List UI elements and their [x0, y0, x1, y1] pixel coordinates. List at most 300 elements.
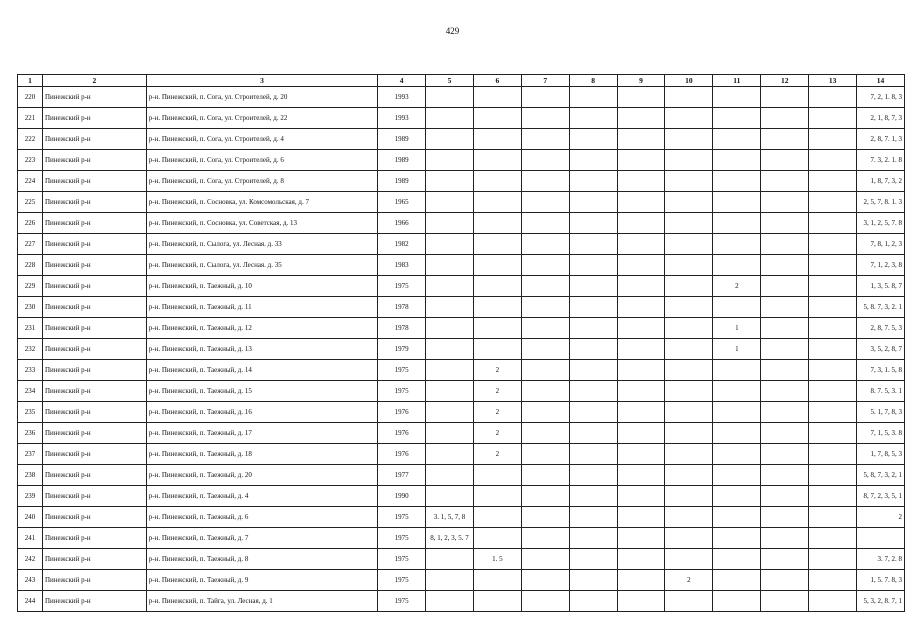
col-13-cell [809, 465, 857, 486]
col-8-cell [569, 171, 617, 192]
row-number-cell: 229 [18, 276, 43, 297]
year-cell: 1983 [378, 255, 426, 276]
district-cell: Пинежский р-н [42, 549, 146, 570]
table-row [18, 87, 905, 108]
col-6-cell [473, 108, 521, 129]
col-11-cell [713, 423, 761, 444]
col-11-cell: 1 [713, 339, 761, 360]
col-10-cell [665, 444, 713, 465]
col-7-cell [521, 213, 569, 234]
col-13-cell [809, 297, 857, 318]
col-14-cell: 8, 7, 2, 3, 5, 1 [857, 486, 905, 507]
col-8-cell [569, 591, 617, 612]
col-12-cell [761, 129, 809, 150]
col-7-cell [521, 360, 569, 381]
district-cell: Пинежский р-н [42, 591, 146, 612]
col-13-cell [809, 318, 857, 339]
col-14-cell: 7, 3, 1. 5, 8 [857, 360, 905, 381]
col-11-cell: 2 [713, 276, 761, 297]
year-cell: 1989 [378, 171, 426, 192]
col-6-cell: 1. 5 [473, 549, 521, 570]
col-9-cell [617, 402, 665, 423]
year-cell: 1993 [378, 108, 426, 129]
row-number-cell: 227 [18, 234, 43, 255]
col-9-cell [617, 171, 665, 192]
col-12-cell [761, 150, 809, 171]
col-12-cell [761, 276, 809, 297]
col-11-cell [713, 255, 761, 276]
col-10-cell [665, 234, 713, 255]
column-header-10: 10 [665, 75, 713, 87]
column-header-14: 14 [857, 75, 905, 87]
col-10-cell [665, 381, 713, 402]
col-12-cell [761, 297, 809, 318]
col-10-cell [665, 87, 713, 108]
col-6-cell [473, 570, 521, 591]
col-11-cell [713, 381, 761, 402]
col-11-cell [713, 570, 761, 591]
col-13-cell [809, 171, 857, 192]
col-8-cell [569, 444, 617, 465]
district-cell: Пинежский р-н [42, 465, 146, 486]
col-6-cell [473, 276, 521, 297]
col-9-cell [617, 129, 665, 150]
col-9-cell [617, 528, 665, 549]
district-cell: Пинежский р-н [42, 276, 146, 297]
table-row [18, 276, 905, 297]
col-8-cell [569, 423, 617, 444]
address-cell: р-н. Пинежский, п. Сосновка, ул. Комсомольская, д. 7 [146, 192, 377, 213]
col-12-cell [761, 318, 809, 339]
col-7-cell [521, 318, 569, 339]
col-10-cell [665, 276, 713, 297]
column-header-12: 12 [761, 75, 809, 87]
year-cell: 1965 [378, 192, 426, 213]
col-6-cell [473, 486, 521, 507]
year-cell: 1976 [378, 402, 426, 423]
row-number-cell: 221 [18, 108, 43, 129]
col-9-cell [617, 549, 665, 570]
col-10-cell [665, 129, 713, 150]
district-cell: Пинежский р-н [42, 444, 146, 465]
col-8-cell [569, 549, 617, 570]
year-cell: 1989 [378, 150, 426, 171]
col-9-cell [617, 486, 665, 507]
column-header-7: 7 [521, 75, 569, 87]
col-13-cell [809, 87, 857, 108]
col-13-cell [809, 192, 857, 213]
table-row [18, 360, 905, 381]
col-14-cell: 2, 1, 8, 7, 3 [857, 108, 905, 129]
row-number-cell: 224 [18, 171, 43, 192]
year-cell: 1976 [378, 423, 426, 444]
row-number-cell: 231 [18, 318, 43, 339]
col-10-cell [665, 465, 713, 486]
col-14-cell: 1, 7, 8, 5, 3 [857, 444, 905, 465]
year-cell: 1975 [378, 528, 426, 549]
year-cell: 1975 [378, 360, 426, 381]
address-cell: р-н. Пинежский, п. Таежный, д. 17 [146, 423, 377, 444]
table-row [18, 591, 905, 612]
col-10-cell [665, 549, 713, 570]
col-7-cell [521, 108, 569, 129]
col-5-cell [426, 171, 474, 192]
col-9-cell [617, 234, 665, 255]
col-5-cell: 3. 1, 5, 7, 8 [426, 507, 474, 528]
col-5-cell [426, 549, 474, 570]
col-12-cell [761, 381, 809, 402]
col-7-cell [521, 570, 569, 591]
col-6-cell: 2 [473, 423, 521, 444]
col-5-cell [426, 402, 474, 423]
col-12-cell [761, 402, 809, 423]
col-6-cell [473, 591, 521, 612]
col-11-cell [713, 444, 761, 465]
row-number-cell: 244 [18, 591, 43, 612]
col-8-cell [569, 486, 617, 507]
table-header [18, 75, 905, 87]
col-6-cell [473, 318, 521, 339]
col-5-cell: 8, 1, 2, 3, 5. 7 [426, 528, 474, 549]
col-8-cell [569, 276, 617, 297]
col-7-cell [521, 486, 569, 507]
address-cell: р-н. Пинежский, п. Таежный, д. 14 [146, 360, 377, 381]
year-cell: 1989 [378, 129, 426, 150]
col-9-cell [617, 318, 665, 339]
col-5-cell [426, 591, 474, 612]
column-header-11: 11 [713, 75, 761, 87]
col-8-cell [569, 381, 617, 402]
table-row [18, 150, 905, 171]
col-11-cell [713, 150, 761, 171]
col-10-cell [665, 192, 713, 213]
row-number-cell: 230 [18, 297, 43, 318]
address-cell: р-н. Пинежский, п. Сосновка, ул. Советская, д. 13 [146, 213, 377, 234]
col-8-cell [569, 297, 617, 318]
district-cell: Пинежский р-н [42, 318, 146, 339]
column-header-9: 9 [617, 75, 665, 87]
col-8-cell [569, 150, 617, 171]
col-7-cell [521, 150, 569, 171]
col-8-cell [569, 465, 617, 486]
district-cell: Пинежский р-н [42, 150, 146, 171]
col-6-cell: 2 [473, 381, 521, 402]
table-row [18, 402, 905, 423]
col-11-cell [713, 108, 761, 129]
address-cell: р-н. Пинежский, п. Таежный, д. 20 [146, 465, 377, 486]
page-number: 429 [445, 26, 460, 36]
col-14-cell: 2, 8, 7. 1, 3 [857, 129, 905, 150]
col-12-cell [761, 360, 809, 381]
address-cell: р-н. Пинежский, п. Таежный, д. 12 [146, 318, 377, 339]
col-6-cell [473, 87, 521, 108]
col-6-cell [473, 339, 521, 360]
col-12-cell [761, 486, 809, 507]
col-8-cell [569, 360, 617, 381]
col-14-cell: 3. 7, 2. 8 [857, 549, 905, 570]
col-10-cell: 2 [665, 570, 713, 591]
col-12-cell [761, 591, 809, 612]
col-10-cell [665, 171, 713, 192]
row-number-cell: 240 [18, 507, 43, 528]
column-header-6: 6 [473, 75, 521, 87]
col-14-cell: 7, 1, 5, 3. 8 [857, 423, 905, 444]
col-10-cell [665, 423, 713, 444]
col-8-cell [569, 507, 617, 528]
row-number-cell: 232 [18, 339, 43, 360]
col-7-cell [521, 402, 569, 423]
col-11-cell [713, 192, 761, 213]
year-cell: 1975 [378, 591, 426, 612]
row-number-cell: 226 [18, 213, 43, 234]
table-row [18, 444, 905, 465]
district-cell: Пинежский р-н [42, 234, 146, 255]
col-6-cell [473, 528, 521, 549]
col-12-cell [761, 339, 809, 360]
district-cell: Пинежский р-н [42, 87, 146, 108]
col-10-cell [665, 150, 713, 171]
district-cell: Пинежский р-н [42, 255, 146, 276]
col-8-cell [569, 108, 617, 129]
year-cell: 1979 [378, 339, 426, 360]
col-9-cell [617, 465, 665, 486]
column-header-1: 1 [18, 75, 43, 87]
col-8-cell [569, 339, 617, 360]
table-row [18, 486, 905, 507]
col-7-cell [521, 171, 569, 192]
col-9-cell [617, 423, 665, 444]
row-number-cell: 228 [18, 255, 43, 276]
year-cell: 1976 [378, 444, 426, 465]
col-9-cell [617, 276, 665, 297]
year-cell: 1993 [378, 87, 426, 108]
col-12-cell [761, 234, 809, 255]
col-11-cell [713, 528, 761, 549]
col-10-cell [665, 213, 713, 234]
col-6-cell [473, 129, 521, 150]
col-6-cell [473, 234, 521, 255]
district-cell: Пинежский р-н [42, 570, 146, 591]
col-14-cell: 5, 8, 7, 3, 2, 1 [857, 465, 905, 486]
col-10-cell [665, 108, 713, 129]
col-5-cell [426, 423, 474, 444]
table-row [18, 192, 905, 213]
table-body [18, 87, 905, 612]
col-6-cell [473, 255, 521, 276]
col-9-cell [617, 108, 665, 129]
col-5-cell [426, 360, 474, 381]
col-14-cell: 1, 8, 7, 3, 2 [857, 171, 905, 192]
col-13-cell [809, 381, 857, 402]
col-14-cell: 2 [857, 507, 905, 528]
col-7-cell [521, 339, 569, 360]
col-12-cell [761, 192, 809, 213]
col-11-cell [713, 234, 761, 255]
col-11-cell [713, 402, 761, 423]
col-13-cell [809, 108, 857, 129]
col-13-cell [809, 129, 857, 150]
row-number-cell: 234 [18, 381, 43, 402]
col-13-cell [809, 255, 857, 276]
col-14-cell: 2, 5, 7, 8. 1. 3 [857, 192, 905, 213]
col-9-cell [617, 255, 665, 276]
col-5-cell [426, 192, 474, 213]
col-13-cell [809, 423, 857, 444]
col-8-cell [569, 528, 617, 549]
row-number-cell: 220 [18, 87, 43, 108]
col-6-cell [473, 192, 521, 213]
col-8-cell [569, 402, 617, 423]
col-7-cell [521, 444, 569, 465]
address-cell: р-н. Пинежский, п. Сога, ул. Строителей, д. 4 [146, 129, 377, 150]
address-cell: р-н. Пинежский, п. Таежный, д. 9 [146, 570, 377, 591]
address-cell: р-н. Пинежский, п. Тайга, ул. Лесная, д. 1 [146, 591, 377, 612]
col-11-cell [713, 507, 761, 528]
row-number-cell: 225 [18, 192, 43, 213]
district-cell: Пинежский р-н [42, 486, 146, 507]
col-11-cell [713, 465, 761, 486]
col-5-cell [426, 108, 474, 129]
col-10-cell [665, 507, 713, 528]
col-11-cell: 1 [713, 318, 761, 339]
column-header-13: 13 [809, 75, 857, 87]
col-14-cell: 3, 1, 2, 5, 7. 8 [857, 213, 905, 234]
col-8-cell [569, 234, 617, 255]
col-9-cell [617, 444, 665, 465]
col-7-cell [521, 381, 569, 402]
address-cell: р-н. Пинежский, п. Сога, ул. Строителей, д. 22 [146, 108, 377, 129]
col-6-cell [473, 213, 521, 234]
col-7-cell [521, 87, 569, 108]
col-14-cell: 7. 3, 2. 1. 8 [857, 150, 905, 171]
col-7-cell [521, 129, 569, 150]
row-number-cell: 242 [18, 549, 43, 570]
col-12-cell [761, 171, 809, 192]
col-13-cell [809, 486, 857, 507]
col-9-cell [617, 507, 665, 528]
address-cell: р-н. Пинежский, п. Таежный, д. 10 [146, 276, 377, 297]
row-number-cell: 241 [18, 528, 43, 549]
col-14-cell: 5. 1, 7, 8, 3 [857, 402, 905, 423]
table-row [18, 549, 905, 570]
col-11-cell [713, 360, 761, 381]
col-8-cell [569, 318, 617, 339]
table-row [18, 465, 905, 486]
column-header-8: 8 [569, 75, 617, 87]
column-header-5: 5 [426, 75, 474, 87]
col-5-cell [426, 213, 474, 234]
col-6-cell: 2 [473, 402, 521, 423]
col-10-cell [665, 297, 713, 318]
col-9-cell [617, 591, 665, 612]
row-number-cell: 238 [18, 465, 43, 486]
col-10-cell [665, 402, 713, 423]
col-7-cell [521, 549, 569, 570]
table-row [18, 213, 905, 234]
address-cell: р-н. Пинежский, п. Таежный, д. 13 [146, 339, 377, 360]
col-11-cell [713, 486, 761, 507]
col-8-cell [569, 192, 617, 213]
address-cell: р-н. Пинежский, п. Сога, ул. Строителей, д. 20 [146, 87, 377, 108]
col-14-cell: 7, 1, 2, 3, 8 [857, 255, 905, 276]
col-7-cell [521, 297, 569, 318]
col-6-cell [473, 297, 521, 318]
row-number-cell: 223 [18, 150, 43, 171]
row-number-cell: 243 [18, 570, 43, 591]
col-13-cell [809, 339, 857, 360]
col-5-cell [426, 570, 474, 591]
year-cell: 1975 [378, 381, 426, 402]
col-14-cell: 7, 2, 1. 8, 3 [857, 87, 905, 108]
row-number-cell: 237 [18, 444, 43, 465]
table-row [18, 255, 905, 276]
col-9-cell [617, 297, 665, 318]
district-cell: Пинежский р-н [42, 108, 146, 129]
table-row [18, 423, 905, 444]
col-9-cell [617, 570, 665, 591]
col-5-cell [426, 276, 474, 297]
address-cell: р-н. Пинежский, п. Таежный, д. 16 [146, 402, 377, 423]
col-7-cell [521, 276, 569, 297]
col-9-cell [617, 339, 665, 360]
year-cell: 1982 [378, 234, 426, 255]
address-cell: р-н. Пинежский, п. Таежный, д. 6 [146, 507, 377, 528]
col-11-cell [713, 213, 761, 234]
table-row [18, 318, 905, 339]
col-9-cell [617, 192, 665, 213]
col-13-cell [809, 402, 857, 423]
col-12-cell [761, 570, 809, 591]
col-7-cell [521, 192, 569, 213]
col-8-cell [569, 129, 617, 150]
district-cell: Пинежский р-н [42, 381, 146, 402]
col-12-cell [761, 507, 809, 528]
row-number-cell: 236 [18, 423, 43, 444]
col-12-cell [761, 87, 809, 108]
col-14-cell: 5, 3, 2, 8. 7, 1 [857, 591, 905, 612]
col-5-cell [426, 255, 474, 276]
col-10-cell [665, 255, 713, 276]
col-5-cell [426, 297, 474, 318]
col-14-cell: 2, 8, 7. 5, 3 [857, 318, 905, 339]
col-5-cell [426, 381, 474, 402]
district-cell: Пинежский р-н [42, 402, 146, 423]
col-7-cell [521, 507, 569, 528]
column-header-2: 2 [42, 75, 146, 87]
col-10-cell [665, 360, 713, 381]
col-7-cell [521, 423, 569, 444]
column-header-3: 3 [146, 75, 377, 87]
col-5-cell [426, 150, 474, 171]
col-13-cell [809, 444, 857, 465]
district-cell: Пинежский р-н [42, 129, 146, 150]
address-cell: р-н. Пинежский, п. Сылога, ул. Лесная. д. 33 [146, 234, 377, 255]
col-13-cell [809, 276, 857, 297]
address-cell: р-н. Пинежский, п. Таежный, д. 18 [146, 444, 377, 465]
col-13-cell [809, 549, 857, 570]
col-14-cell: 3, 5, 2, 8, 7 [857, 339, 905, 360]
row-number-cell: 235 [18, 402, 43, 423]
year-cell: 1975 [378, 507, 426, 528]
district-cell: Пинежский р-н [42, 339, 146, 360]
district-cell: Пинежский р-н [42, 528, 146, 549]
address-cell: р-н. Пинежский, п. Таежный, д. 11 [146, 297, 377, 318]
year-cell: 1978 [378, 318, 426, 339]
col-12-cell [761, 549, 809, 570]
table-row [18, 507, 905, 528]
col-6-cell [473, 465, 521, 486]
col-6-cell [473, 507, 521, 528]
